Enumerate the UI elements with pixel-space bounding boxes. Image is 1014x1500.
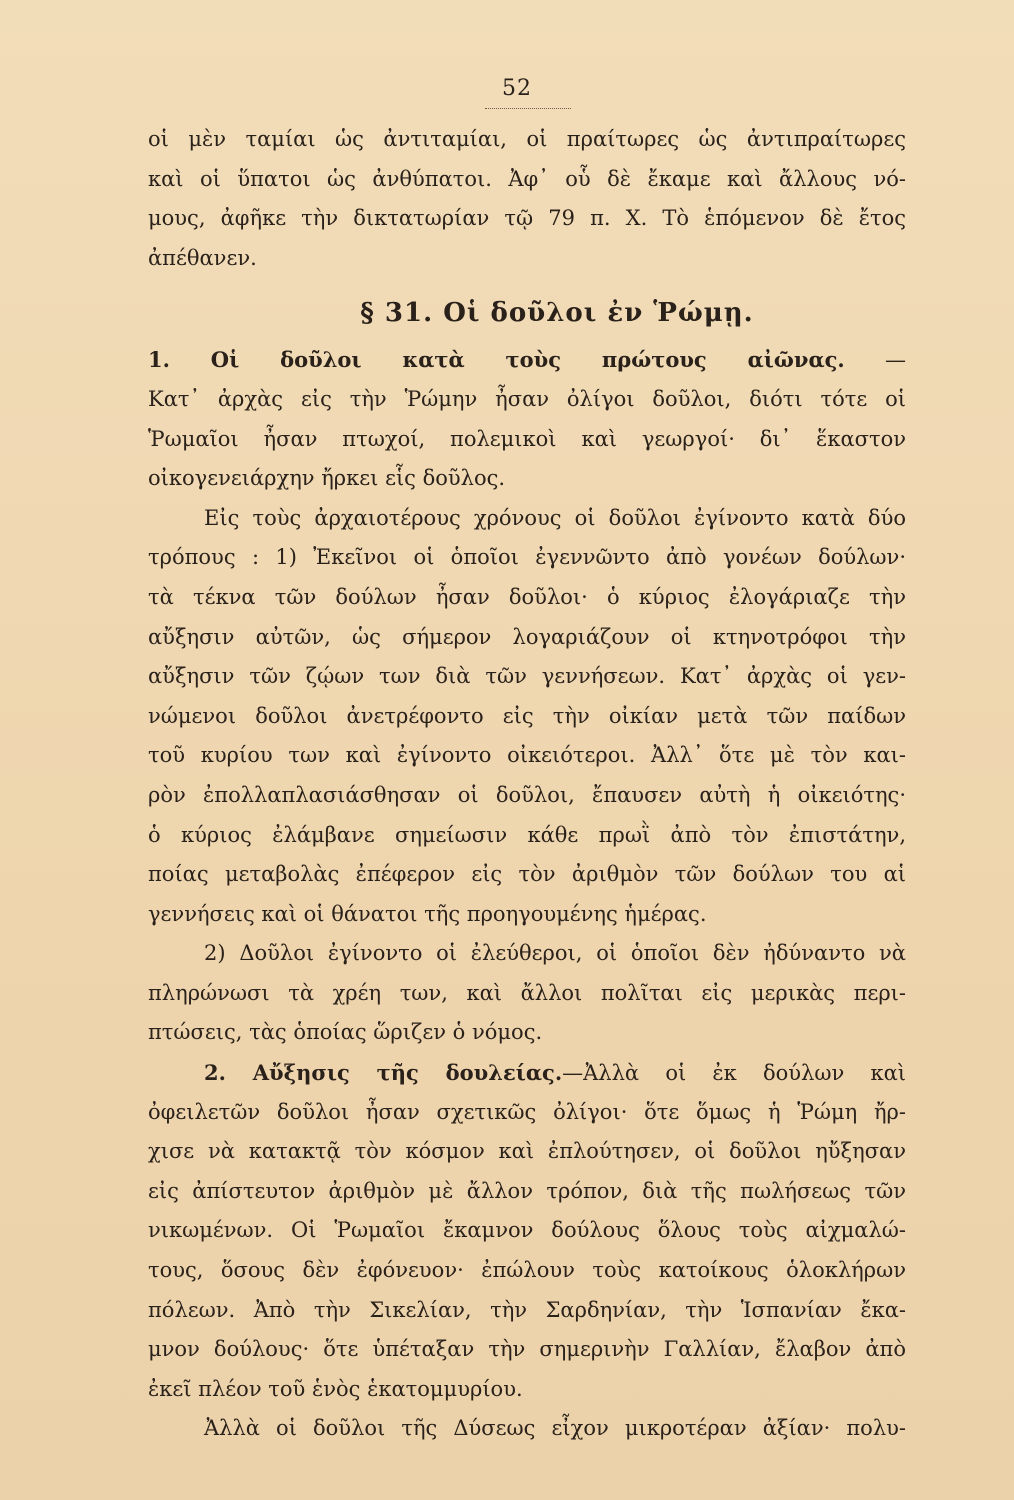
text-line: ὁ κύριος ἐλάμβανε σημείωσιν κάθε πρωῒ ἀπὸ τὸν ἐπιστάτην, — [148, 822, 906, 847]
text-line: ἀπέθανεν. — [148, 245, 257, 270]
section-heading: § 31. Οἱ δοῦλοι ἐν Ῥώμῃ. — [360, 298, 754, 329]
text-line: γεννήσεις καὶ οἱ θάνατοι τῆς προηγουμένης ἡμέρας. — [148, 901, 707, 926]
text-line: πτώσεις, τὰς ὁποίας ὥριζεν ὁ νόμος. — [148, 1020, 543, 1045]
text-line: τους, ὅσους δὲν ἐφόνευον· ἐπώλουν τοὺς κατοίκους ὁλοκλήρων — [148, 1258, 906, 1283]
page-number-rule — [485, 108, 571, 109]
text-line: Κατ᾽ ἀρχὰς εἰς τὴν Ῥώμην ἦσαν ὀλίγοι δοῦλοι, διότι τότε οἱ — [148, 386, 906, 411]
text-line: αὔξησιν αὐτῶν, ὡς σήμερον λογαριάζουν οἱ κτηνοτρόφοι τὴν — [148, 624, 906, 649]
text-line: 2) Δοῦλοι ἐγίνοντο οἱ ἐλεύθεροι, οἱ ὁποῖοι δὲν ἠδύναντο νὰ — [204, 941, 906, 966]
text-line: Ῥωμαῖοι ἦσαν πτωχοί, πολεμικοὶ καὶ γεωργοί· δι᾽ ἕκαστον — [148, 426, 906, 451]
text-line: νικωμένων. Οἱ Ῥωμαῖοι ἔκαμνον δούλους ὅλους τοὺς αἰχμαλώ- — [148, 1218, 906, 1243]
subsection-1-title: 1. Οἱ δοῦλοι κατὰ τοὺς πρώτους αἰῶνας. — [148, 347, 845, 373]
text-line: πληρώνωσι τὰ χρέη των, καὶ ἄλλοι πολῖται εἰς μερικὰς περι- — [148, 980, 906, 1005]
text-line: Εἰς τοὺς ἀρχαιοτέρους χρόνους οἱ δοῦλοι ἐγίνοντο κατὰ δύο — [204, 505, 906, 530]
text-line: τοῦ κυρίου των καὶ ἐγίνοντο οἰκειότεροι. Ἀλλ᾽ ὅτε μὲ τὸν και- — [148, 743, 906, 768]
text-line: μνον δούλους· ὅτε ὑπέταξαν τὴν σημερινὴν Γαλλίαν, ἔλαβον ἀπὸ — [148, 1337, 906, 1362]
page-text — [148, 120, 906, 1449]
text-line: πόλεων. Ἀπὸ τὴν Σικελίαν, τὴν Σαρδηνίαν, τὴν Ἱσπανίαν ἔκα- — [148, 1297, 906, 1322]
subsection-2-lead: —Ἀλλὰ οἱ ἐκ δούλων καὶ — [562, 1061, 906, 1086]
text-line: νώμενοι δοῦλοι ἀνετρέφοντο εἰς τὴν οἰκίαν μετὰ τῶν παίδων — [148, 703, 906, 728]
text-line: καὶ οἱ ὕπατοι ὡς ἀνθύπατοι. Ἀφ᾽ οὗ δὲ ἔκαμε καὶ ἄλλους νό- — [148, 166, 906, 191]
subsection-2-title: 2. Αὔξησις τῆς δουλείας. — [204, 1060, 563, 1086]
text-line: οἰκογενειάρχην ἤρκει εἷς δοῦλος. — [148, 466, 506, 491]
text-line: τρόπους : 1) Ἐκεῖνοι οἱ ὁποῖοι ἐγεννῶντο ἀπὸ γονέων δούλων· — [148, 545, 906, 570]
text-line: χισε νὰ κατακτᾷ τὸν κόσμον καὶ ἐπλούτησεν, οἱ δοῦλοι ηὔξησαν — [148, 1139, 906, 1164]
text-line: Ἀλλὰ οἱ δοῦλοι τῆς Δύσεως εἶχον μικροτέραν ἀξίαν· πολυ- — [204, 1416, 906, 1441]
text-line: αὔξησιν τῶν ζῴων των διὰ τῶν γεννήσεων. Κατ᾽ ἀρχὰς οἱ γεν- — [148, 664, 906, 689]
text-line: ποίας μεταβολὰς ἐπέφερον εἰς τὸν ἀριθμὸν τῶν δούλων του αἱ — [148, 862, 906, 887]
text-line: ἐκεῖ πλέον τοῦ ἑνὸς ἑκατομμυρίου. — [148, 1376, 523, 1401]
text-line: εἰς ἀπίστευτον ἀριθμὸν μὲ ἄλλον τρόπον, διὰ τῆς πωλήσεως τῶν — [148, 1178, 906, 1203]
text-line: μους, ἀφῆκε τὴν δικτατωρίαν τῷ 79 π. Χ. Τὸ ἑπόμενον δὲ ἔτος — [148, 206, 906, 231]
page-number: 52 — [502, 76, 532, 101]
text-line: τὰ τέκνα τῶν δούλων ἦσαν δοῦλοι· ὁ κύριος ἐλογάριαζε τὴν — [148, 584, 906, 609]
subsection-2-first-line — [148, 1053, 906, 1093]
text-line: ὀφειλετῶν δοῦλοι ἦσαν σχετικῶς ὀλίγοι· ὅτε ὅμως ἡ Ῥώμη ἤρ- — [148, 1099, 906, 1124]
subsection-1-dash: — — [844, 348, 906, 373]
text-line: οἱ μὲν ταμίαι ὡς ἀντιταμίαι, οἱ πραίτωρες ὡς ἀντιπραίτωρες — [148, 127, 906, 151]
subsection-1-first-line — [148, 340, 906, 380]
text-line: ρὸν ἐπολλαπλασιάσθησαν οἱ δοῦλοι, ἔπαυσεν αὐτὴ ἡ οἰκειότης· — [148, 782, 906, 807]
